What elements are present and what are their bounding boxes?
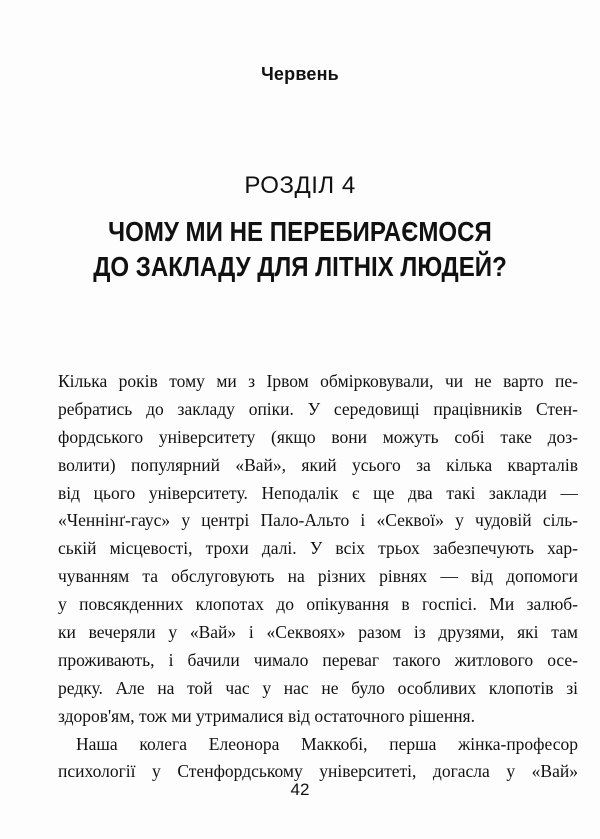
text-line: психології у Стенфордському університеті, догасла у «Вай»: [58, 761, 578, 782]
text-line: чуванням та обслуговують на різних рівнях — від допомоги: [58, 566, 578, 587]
text-line: здоров'ям, тож ми утрималися від остаточного рішення.: [58, 705, 475, 726]
body-text: [58, 368, 578, 786]
text-line: ребратись до закладу опіки. У середовищі працівників Стен-: [58, 398, 578, 419]
chapter-label: РОЗДІЛ 4: [244, 172, 356, 199]
chapter-title: [42, 214, 558, 284]
text-line: проживають, і бачили чимало переваг такого житлового осе-: [58, 649, 578, 670]
text-line: Наша колега Елеонора Маккобі, перша жінка-професор: [76, 733, 578, 754]
chapter-title-line: ДО ЗАКЛАДУ ДЛЯ ЛІТНІХ ЛЮДЕЙ?: [93, 251, 507, 282]
text-line: фордського університету (якщо вони можуть собі таке доз-: [58, 426, 578, 447]
text-line: у повсякденних клопотах до опікування в госпісі. Ми залюб-: [58, 594, 578, 615]
page-number: 42: [290, 780, 310, 799]
text-line: «Ченнінґ-гаус» у центрі Пало-Альто і «Секвої» у чудовій сіль-: [58, 510, 578, 531]
text-line: Кілька років тому ми з Ірвом обмірковували, чи не варто пе-: [58, 371, 578, 391]
text-line: редку. Але на той час у нас не було особливих клопотів зі: [58, 677, 578, 698]
text-line: волити) популярний «Вай», який усього за кілька кварталів: [58, 454, 578, 475]
chapter-title-line: ЧОМУ МИ НЕ ПЕРЕБИРАЄМОСЯ: [108, 216, 492, 247]
text-line: від цього університету. Неподалік є ще два такі заклади —: [58, 482, 578, 503]
text-line: ській місцевості, трохи далі. У всіх трьох забезпечують хар-: [58, 538, 578, 559]
running-head: Червень: [261, 64, 339, 84]
text-line: ки вечеряли у «Вай» і «Секвоях» разом із друзями, які там: [58, 622, 578, 643]
